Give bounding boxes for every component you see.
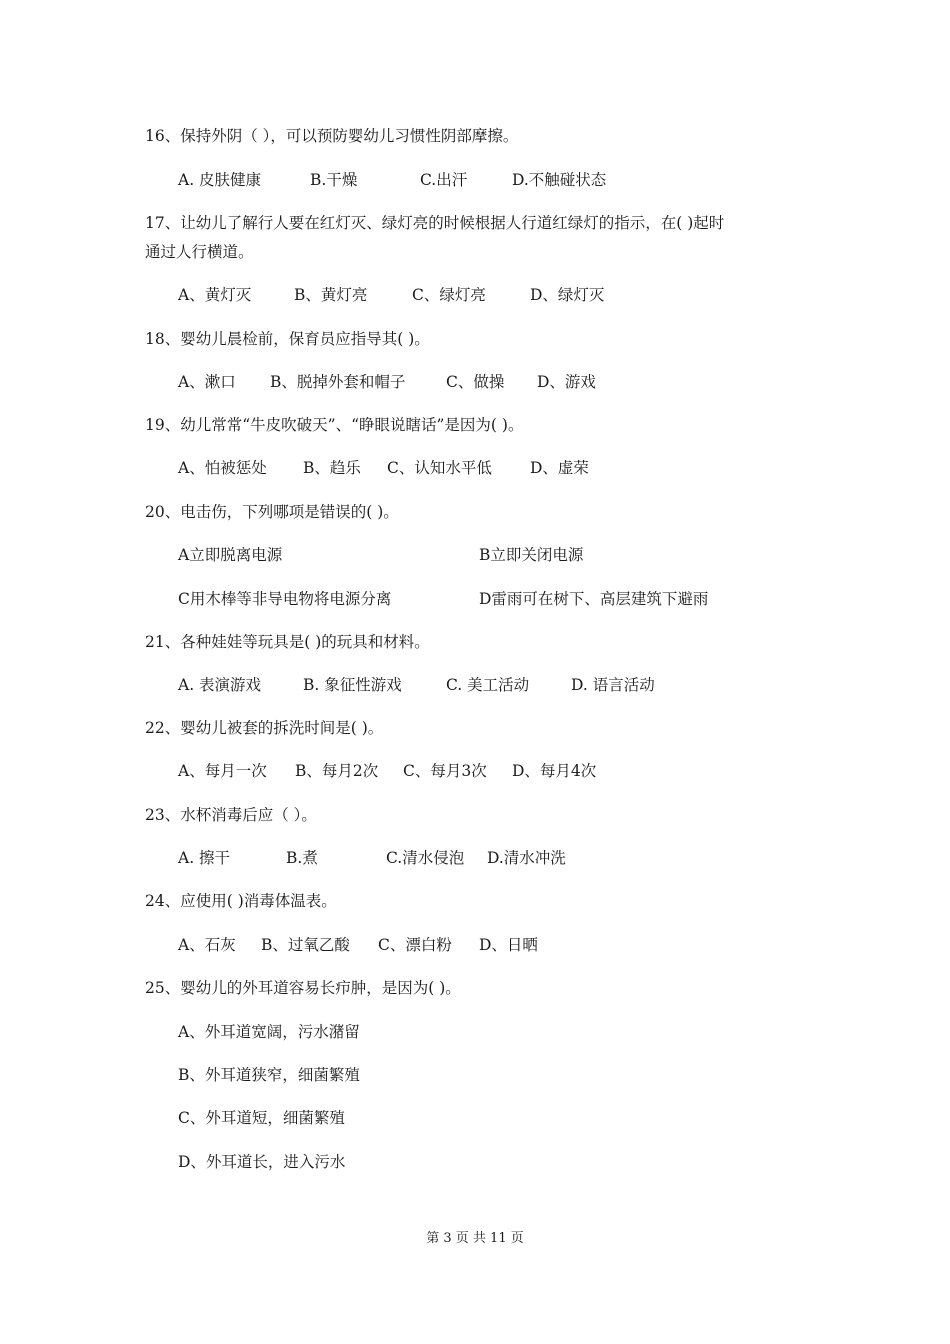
question-18-stem: 18、婴幼儿晨检前，保育员应指导其( )。 bbox=[145, 330, 430, 348]
question-24-option-c: C、漂白粉 bbox=[378, 936, 452, 954]
question-20-option-c: C用木棒等非导电物将电源分离 bbox=[178, 590, 392, 608]
question-16-stem: 16、保持外阴（ ），可以预防婴幼儿习惯性阴部摩擦。 bbox=[145, 127, 519, 145]
question-18-option-c: C、做操 bbox=[446, 373, 505, 391]
question-16-option-b: B.干燥 bbox=[310, 171, 358, 189]
question-20-option-a: A立即脱离电源 bbox=[178, 546, 283, 564]
question-17-stem: 17、让幼儿了解行人要在红灯灭、绿灯亮的时候根据人行道红绿灯的指示，在( )起时 bbox=[145, 214, 725, 232]
question-17-option-c: C、绿灯亮 bbox=[412, 286, 486, 304]
question-18-option-b: B、脱掉外套和帽子 bbox=[270, 373, 406, 391]
question-25-option-b: B、外耳道狭窄，细菌繁殖 bbox=[178, 1066, 360, 1084]
page-footer: 第 3 页 共 11 页 bbox=[426, 1231, 524, 1246]
question-17-option-d: D、绿灯灭 bbox=[530, 286, 605, 304]
question-23-option-b: B.煮 bbox=[286, 849, 318, 867]
question-23-option-d: D.清水冲洗 bbox=[487, 849, 566, 867]
question-24-option-a: A、石灰 bbox=[178, 936, 236, 954]
question-21-stem: 21、各种娃娃等玩具是( )的玩具和材料。 bbox=[145, 633, 430, 651]
question-25-option-c: C、外耳道短，细菌繁殖 bbox=[178, 1109, 345, 1127]
question-21-option-d: D. 语言活动 bbox=[571, 676, 655, 694]
question-19-stem: 19、幼儿常常“牛皮吹破天”、“睁眼说瞎话”是因为( )。 bbox=[145, 416, 524, 434]
question-22-option-d: D、每月4次 bbox=[512, 762, 597, 780]
question-17-option-a: A、黄灯灭 bbox=[178, 286, 252, 304]
question-18-option-d: D、游戏 bbox=[537, 373, 596, 391]
question-21-option-a: A. 表演游戏 bbox=[178, 676, 262, 694]
question-22-option-c: C、每月3次 bbox=[403, 762, 487, 780]
question-19-option-a: A、怕被惩处 bbox=[178, 459, 267, 477]
question-18-option-a: A、漱口 bbox=[178, 373, 236, 391]
question-23-stem: 23、水杯消毒后应（ ）。 bbox=[145, 806, 317, 824]
question-16-option-c: C.出汗 bbox=[420, 171, 468, 189]
question-23-option-a: A. 擦干 bbox=[178, 849, 231, 867]
question-20-option-d: D雷雨可在树下、高层建筑下避雨 bbox=[479, 590, 709, 608]
question-22-option-a: A、每月一次 bbox=[178, 762, 267, 780]
question-17-stem-cont: 通过人行横道。 bbox=[145, 243, 254, 261]
question-24-stem: 24、应使用( )消毒体温表。 bbox=[145, 892, 337, 910]
question-16-option-d: D.不触碰状态 bbox=[512, 171, 607, 189]
question-19-option-d: D、虚荣 bbox=[530, 459, 589, 477]
question-16-option-a: A. 皮肤健康 bbox=[178, 171, 262, 189]
question-22-option-b: B、每月2次 bbox=[295, 762, 379, 780]
question-19-option-b: B、趋乐 bbox=[303, 459, 361, 477]
question-25-stem: 25、婴幼儿的外耳道容易长疖肿，是因为( )。 bbox=[145, 979, 461, 997]
question-19-option-c: C、认知水平低 bbox=[387, 459, 492, 477]
question-21-option-c: C. 美工活动 bbox=[446, 676, 530, 694]
question-25-option-d: D、外耳道长，进入污水 bbox=[178, 1153, 346, 1171]
question-17-option-b: B、黄灯亮 bbox=[294, 286, 368, 304]
question-22-stem: 22、婴幼儿被套的拆洗时间是( )。 bbox=[145, 719, 384, 737]
question-21-option-b: B. 象征性游戏 bbox=[303, 676, 402, 694]
question-23-option-c: C.清水侵泡 bbox=[386, 849, 465, 867]
question-25-option-a: A、外耳道宽阔，污水潴留 bbox=[178, 1023, 360, 1041]
question-24-option-b: B、过氧乙酸 bbox=[261, 936, 350, 954]
question-20-stem: 20、电击伤，下列哪项是错误的( )。 bbox=[145, 503, 399, 521]
question-24-option-d: D、日晒 bbox=[479, 936, 538, 954]
question-20-option-b: B立即关闭电源 bbox=[479, 546, 584, 564]
